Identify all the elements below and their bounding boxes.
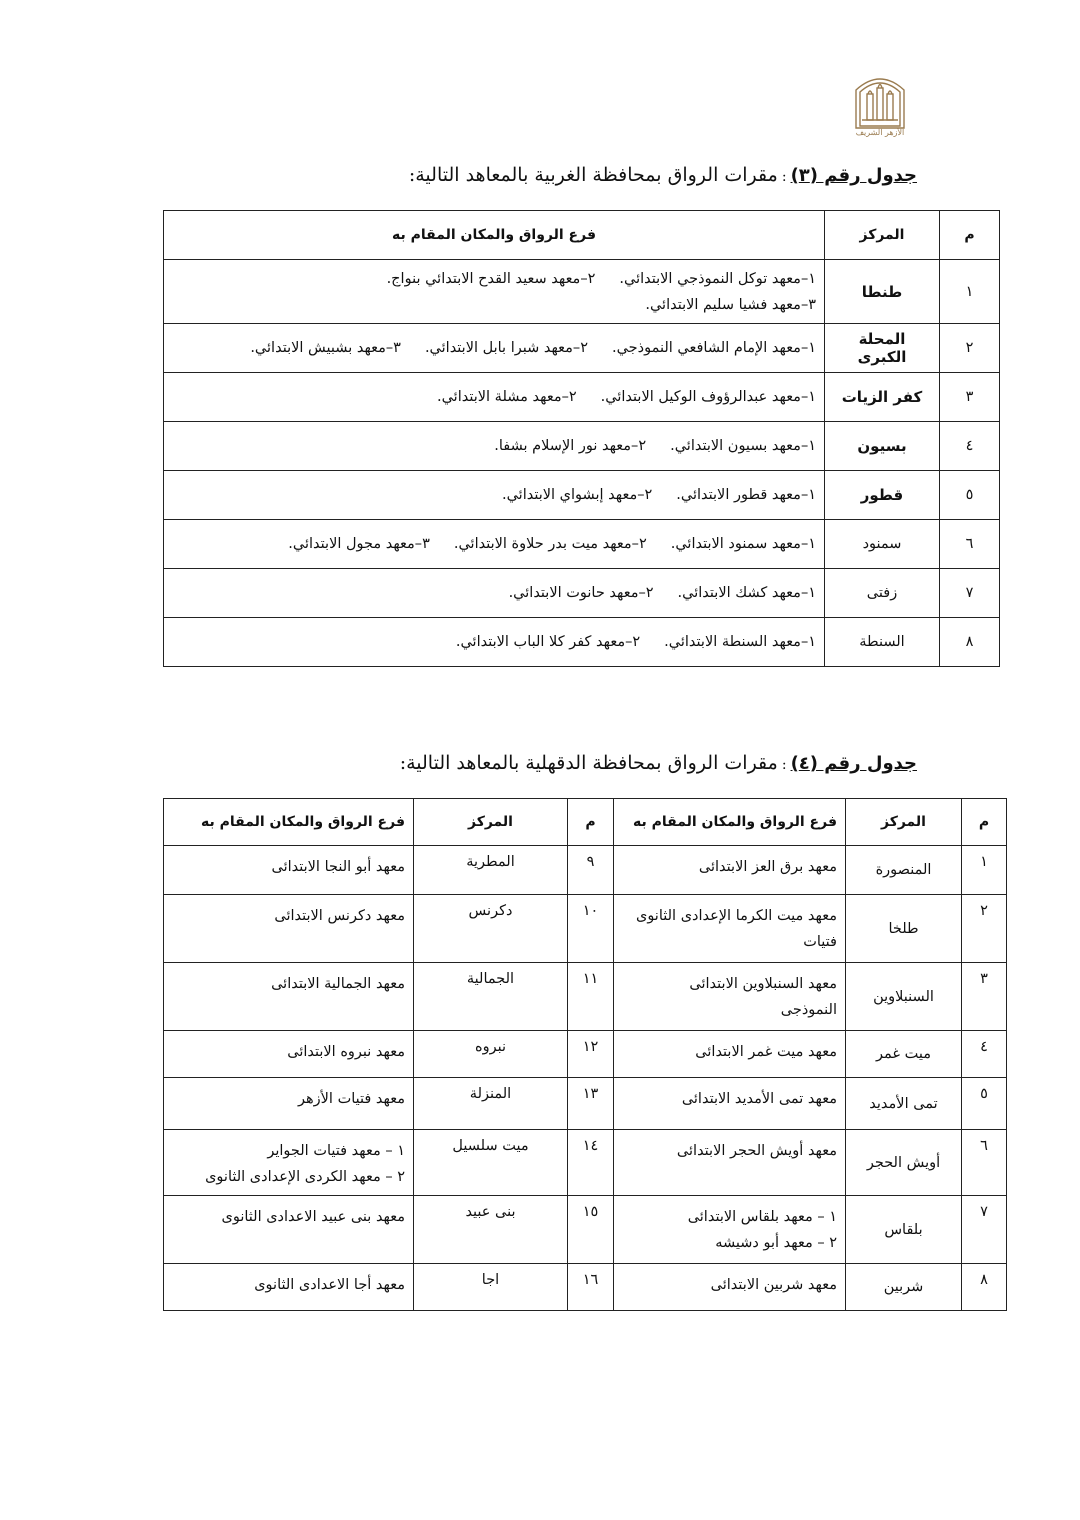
row-center: بسيون <box>825 422 940 471</box>
row-branch <box>614 1078 846 1130</box>
branch-item: ٣–معهد بشبيش الابتدائي. <box>250 340 401 356</box>
branch-line: معهد الجمالية الابتدائى <box>271 976 405 992</box>
row-branch-2 <box>164 1031 414 1078</box>
branch-line: معهد دكرنس الابتدائى <box>274 908 405 924</box>
row-branch <box>164 260 825 324</box>
row-center: زفتى <box>825 569 940 618</box>
branch-item: ٢–معهد ميت بدر حلاوة الابتدائي. <box>453 536 647 552</box>
header-num-2: م <box>568 799 614 846</box>
table3-header-row <box>164 211 1000 260</box>
row-branch <box>614 1264 846 1311</box>
row-num-2: ١٤ <box>568 1130 614 1196</box>
table4-caption-colon: : <box>781 757 787 773</box>
branch-line <box>172 580 816 606</box>
branch-line: معهد برق العز الابتدائى <box>698 859 837 875</box>
header-branch: فرع الرواق والمكان المقام به <box>614 799 846 846</box>
row-branch-2 <box>164 1196 414 1264</box>
row-center-2: اجا <box>414 1264 568 1311</box>
branch-line: معهد بنى عبيد الاعدادى الثانوى <box>221 1209 405 1225</box>
row-num: ٣ <box>940 373 1000 422</box>
branch-line: معهد أجا الاعدادى الثانوى <box>254 1277 405 1293</box>
row-center: شربين <box>846 1264 962 1311</box>
row-branch <box>164 324 825 373</box>
row-num-2: ١٣ <box>568 1078 614 1130</box>
row-num: ٦ <box>962 1130 1007 1196</box>
header-center: المركز <box>846 799 962 846</box>
table-row <box>164 569 1000 618</box>
row-branch <box>614 846 846 895</box>
branch-line: معهد ميت الكرما الإعدادى الثانوى <box>635 908 837 924</box>
branch-item: ١–معهد سمنود الابتدائي. <box>670 536 816 552</box>
row-branch <box>164 569 825 618</box>
row-num-2: ١٢ <box>568 1031 614 1078</box>
branch-line: معهد تمى الأمديد الابتدائى <box>681 1091 837 1107</box>
branch-item: ٢–معهد شبرا بابل الابتدائي. <box>424 340 588 356</box>
branch-item: ١–معهد السنطة الابتدائي. <box>664 634 816 650</box>
row-center-2: ميت سلسيل <box>414 1130 568 1196</box>
branch-item: ٢–معهد حانوت الابتدائي. <box>508 585 654 601</box>
row-num: ٣ <box>962 963 1007 1031</box>
branch-line <box>172 384 816 410</box>
branch-item: ٢–معهد مشلة الابتدائي. <box>436 389 577 405</box>
table4-caption-label: جدول رقم (٤) <box>790 753 917 774</box>
row-num-2: ١٠ <box>568 895 614 963</box>
branch-line: معهد ميت غمر الابتدائى <box>695 1044 837 1060</box>
row-num: ١ <box>962 846 1007 895</box>
row-num-2: ١٦ <box>568 1264 614 1311</box>
row-center-2: نبروه <box>414 1031 568 1078</box>
row-num: ٨ <box>962 1264 1007 1311</box>
table3-caption <box>409 164 917 186</box>
row-center: بلقاس <box>846 1196 962 1264</box>
header-num: م <box>962 799 1007 846</box>
table-row <box>164 618 1000 667</box>
header-num: م <box>940 211 1000 260</box>
branch-line: معهد فتيات الأزهر <box>298 1091 405 1107</box>
branch-line <box>172 482 816 508</box>
row-branch-2 <box>164 846 414 895</box>
row-num: ٧ <box>962 1196 1007 1264</box>
table-row <box>164 1264 1007 1311</box>
table-row <box>164 1078 1007 1130</box>
table-row <box>164 1031 1007 1078</box>
branch-line <box>172 433 816 459</box>
row-center: السنطة <box>825 618 940 667</box>
row-branch <box>614 1031 846 1078</box>
row-branch <box>614 895 846 963</box>
branch-line: النموذجى <box>780 1002 837 1018</box>
table4-caption <box>400 752 917 774</box>
row-num-2: ١١ <box>568 963 614 1031</box>
branch-item: ١–معهد توكل النموذجي الابتدائي. <box>619 270 816 287</box>
row-center-2: بنى عبيد <box>414 1196 568 1264</box>
row-center: طلخا <box>846 895 962 963</box>
table-row <box>164 895 1007 963</box>
row-num: ٦ <box>940 520 1000 569</box>
branch-line: معهد السنبلاوين الابتدائى <box>689 976 837 992</box>
row-branch <box>164 373 825 422</box>
branch-item: ٢–معهد كفر كلا الباب الابتدائي. <box>455 634 641 650</box>
branch-line: معهد نبروه الابتدائى <box>287 1044 405 1060</box>
row-branch-2 <box>164 895 414 963</box>
row-branch-2 <box>164 1264 414 1311</box>
table3 <box>163 210 1000 667</box>
table4-header-row <box>164 799 1007 846</box>
branch-line: ١ – معهد بلقاس الابتدائى <box>687 1209 837 1225</box>
row-branch <box>164 422 825 471</box>
table4-caption-text: مقرات الرواق بمحافظة الدقهلية بالمعاهد التالية: <box>399 752 778 774</box>
branch-line: ٢ – معهد الكردى الإعدادى الثانوى <box>205 1169 405 1185</box>
row-num-2: ١٥ <box>568 1196 614 1264</box>
row-center: قطور <box>825 471 940 520</box>
row-num: ٤ <box>940 422 1000 471</box>
table3-caption-text: مقرات الرواق بمحافظة الغربية بالمعاهد التالية: <box>408 164 778 186</box>
branch-line <box>172 292 816 318</box>
branch-line <box>172 629 816 655</box>
row-branch-2 <box>164 1078 414 1130</box>
row-num: ١ <box>940 260 1000 324</box>
row-branch-2 <box>164 1130 414 1196</box>
table-row <box>164 520 1000 569</box>
branch-line: معهد شربين الابتدائى <box>710 1277 837 1293</box>
row-branch-2 <box>164 963 414 1031</box>
branch-item: ١–معهد قطور الابتدائي. <box>676 487 816 503</box>
row-center-2: الجمالية <box>414 963 568 1031</box>
row-center-2: المنزلة <box>414 1078 568 1130</box>
row-branch <box>614 963 846 1031</box>
branch-line: معهد أويش الحجر الابتدائى <box>676 1143 837 1159</box>
branch-line: معهد أبو النجا الابتدائى <box>271 859 405 875</box>
row-center: طنطا <box>825 260 940 324</box>
table3-caption-colon: : <box>781 169 787 185</box>
row-center: ميت غمر <box>846 1031 962 1078</box>
branch-line: فتيات <box>803 934 837 950</box>
row-branch <box>614 1196 846 1264</box>
header-center: المركز <box>825 211 940 260</box>
row-num-2: ٩ <box>568 846 614 895</box>
row-branch <box>614 1130 846 1196</box>
header-center-2: المركز <box>414 799 568 846</box>
table4 <box>163 798 1007 1311</box>
row-center: المنصورة <box>846 846 962 895</box>
table-row <box>164 963 1007 1031</box>
branch-item: ١–معهد عبدالرؤوف الوكيل الابتدائي. <box>600 389 816 405</box>
row-center-2: دكرنس <box>414 895 568 963</box>
branch-line <box>172 531 816 557</box>
table-row <box>164 1130 1007 1196</box>
row-num: ٢ <box>962 895 1007 963</box>
branch-item: ٣–معهد مجول الابتدائي. <box>288 536 430 552</box>
row-num: ٥ <box>940 471 1000 520</box>
branch-item: ٢–معهد سعيد القدح الابتدائي بنواج. <box>386 270 596 287</box>
row-branch <box>164 618 825 667</box>
branch-item: ١–معهد كشك الابتدائي. <box>677 585 816 601</box>
row-num: ٧ <box>940 569 1000 618</box>
table3-caption-label: جدول رقم (٣) <box>790 165 917 186</box>
branch-line: ٢ – معهد أبو دشيشه <box>715 1235 837 1251</box>
table-row <box>164 422 1000 471</box>
row-branch <box>164 471 825 520</box>
row-num: ٢ <box>940 324 1000 373</box>
header-branch-2: فرع الرواق والمكان المقام به <box>164 799 414 846</box>
branch-item: ٣–معهد فشيا سليم الابتدائي. <box>645 296 816 313</box>
row-center: المحلة الكبرى <box>825 324 940 373</box>
row-center-2: المطرية <box>414 846 568 895</box>
table-row <box>164 846 1007 895</box>
row-center: سمنود <box>825 520 940 569</box>
table-row <box>164 260 1000 324</box>
table-row <box>164 471 1000 520</box>
table-row <box>164 324 1000 373</box>
branch-item: ٢–معهد نور الإسلام بشفا. <box>494 438 647 454</box>
row-num: ٥ <box>962 1078 1007 1130</box>
row-num: ٨ <box>940 618 1000 667</box>
row-center: أويش الحجر <box>846 1130 962 1196</box>
row-center: السنبلاوين <box>846 963 962 1031</box>
table-row <box>164 373 1000 422</box>
table-row <box>164 1196 1007 1264</box>
header-branch: فرع الرواق والمكان المقام به <box>164 211 825 260</box>
branch-line: ١ – معهد فتيات الجواير <box>267 1143 405 1159</box>
branch-item: ١–معهد الإمام الشافعي النموذجي. <box>611 340 816 356</box>
row-center: تمى الأمديد <box>846 1078 962 1130</box>
branch-item: ٢–معهد إبشواي الابتدائي. <box>501 487 653 503</box>
branch-line <box>172 266 816 292</box>
branch-line <box>172 335 816 361</box>
row-num: ٤ <box>962 1031 1007 1078</box>
branch-item: ١–معهد بسيون الابتدائي. <box>670 438 816 454</box>
row-center: كفر الزيات <box>825 373 940 422</box>
row-branch <box>164 520 825 569</box>
logo-caption: الأزهر الشريف <box>855 128 905 137</box>
